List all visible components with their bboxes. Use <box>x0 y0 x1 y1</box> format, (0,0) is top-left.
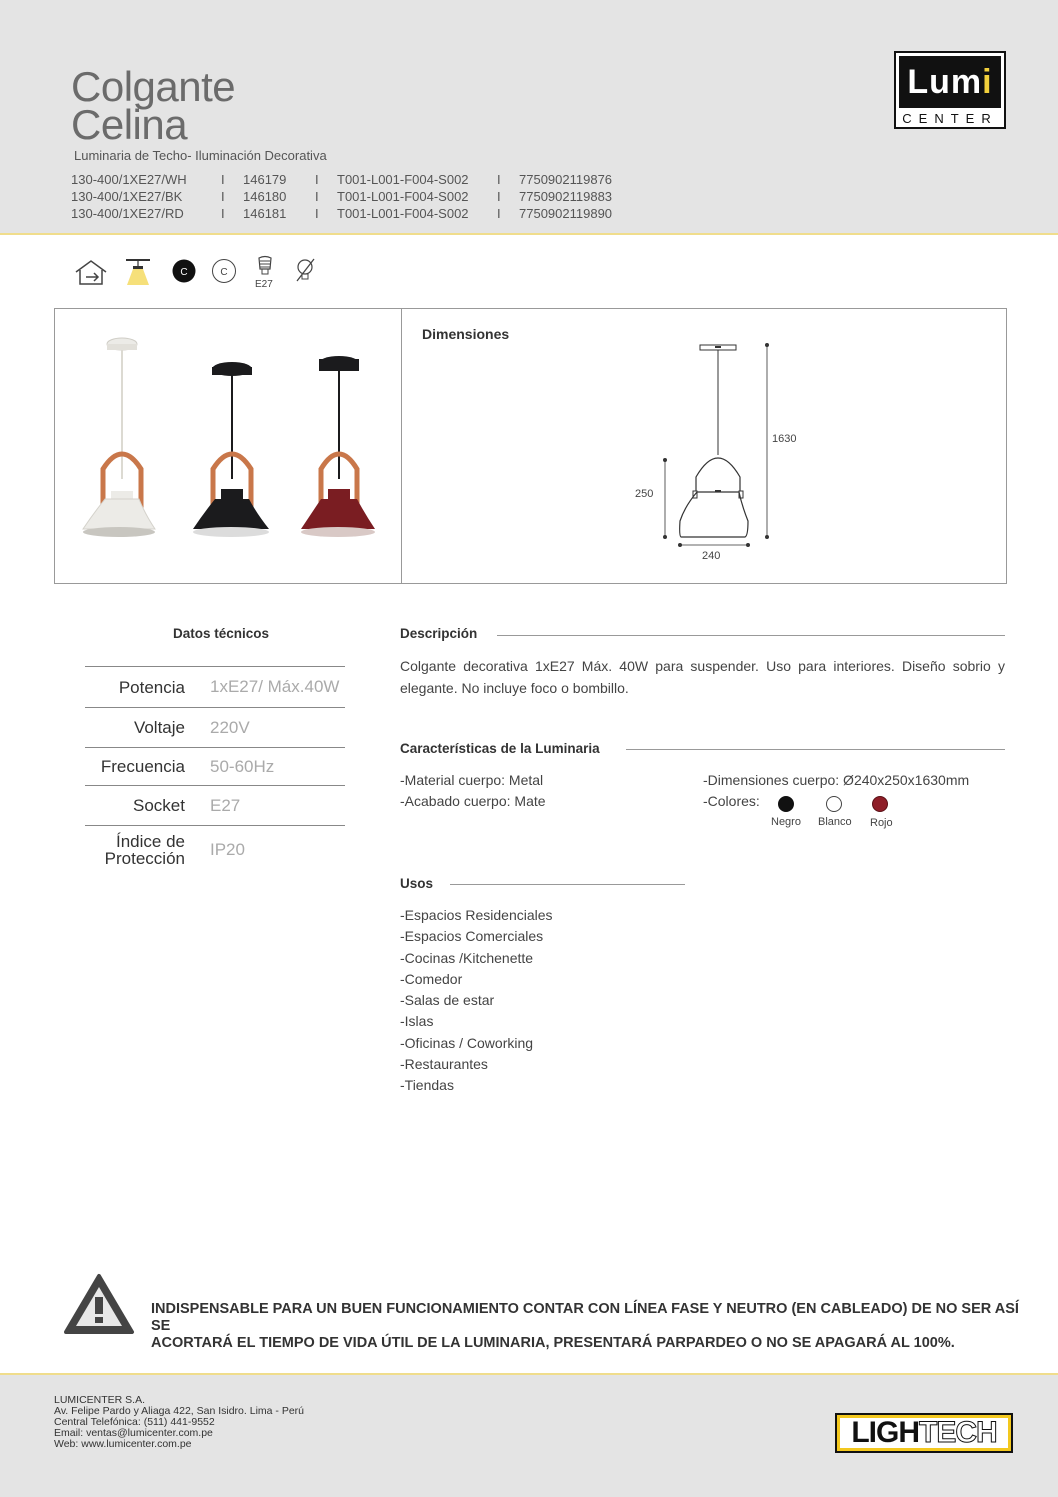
box-divider <box>401 309 402 583</box>
ref-code: T001-L001-F004-S002 <box>337 172 469 187</box>
code-row <box>71 205 639 222</box>
ean-code: 7750902119883 <box>519 189 613 204</box>
ean-code: 7750902119890 <box>519 206 613 221</box>
sku-code: 146179 <box>243 172 287 187</box>
color-name: Blanco <box>818 816 852 828</box>
product-subtitle: Luminaria de Techo- Iluminación Decorativa <box>74 148 327 163</box>
section-divider <box>450 884 685 885</box>
not-dimmable-icon <box>294 257 316 285</box>
ref-code: T001-L001-F004-S002 <box>337 206 469 221</box>
list-item: -Espacios Comerciales <box>400 928 544 945</box>
color-name: Rojo <box>870 817 893 829</box>
product-photos <box>75 329 385 549</box>
uses-title: Usos <box>400 876 434 891</box>
list-item: -Restaurantes <box>400 1056 488 1073</box>
features-title: Características de la Luminaria <box>400 741 600 756</box>
lamp-white-image <box>83 338 155 537</box>
footer-phone: Central Telefónica: (511) 441-9552 <box>54 1416 215 1428</box>
tech-row <box>85 748 345 786</box>
tech-row <box>85 708 345 748</box>
class-c-filled-icon <box>171 258 197 284</box>
tech-value: 50-60Hz <box>210 756 275 776</box>
lamp-red-image <box>301 356 375 537</box>
class-letter: C <box>180 267 188 278</box>
dimension-drawing <box>645 329 785 569</box>
color-swatch-red <box>872 796 888 812</box>
description-title: Descripción <box>400 626 478 641</box>
indoor-house-icon <box>74 259 110 285</box>
model-code: 130-400/1XE27/BK <box>71 189 183 204</box>
color-swatch-black <box>778 796 794 812</box>
separator: I <box>497 206 501 221</box>
lightech-logo <box>835 1413 1013 1453</box>
logo-mark: Lumi <box>899 56 1001 108</box>
product-images-box <box>54 308 1007 584</box>
separator: I <box>497 172 501 187</box>
separator: I <box>315 189 319 204</box>
tech-row <box>85 786 345 826</box>
tech-data-table <box>85 666 345 874</box>
tech-label: Potencia <box>118 677 185 697</box>
width-label: 240 <box>702 550 721 562</box>
list-item: -Cocinas /Kitchenette <box>400 949 534 966</box>
tech-value: IP20 <box>210 840 245 859</box>
description-text: Colgante decorativa 1xE27 Máx. 40W para suspender. Uso para interiores. Diseño sobrio y elegante. No incluye foco o bombillo. <box>400 658 1005 696</box>
dimensions-title: Dimensiones <box>422 326 510 342</box>
uses-list <box>400 905 553 1097</box>
tech-label: Voltaje <box>133 718 185 737</box>
tech-label: Frecuencia <box>100 757 185 776</box>
warning-line-2: ACORTARÁ EL TIEMPO DE VIDA ÚTIL DE LA LUMINARIA, PRESENTARÁ PARPARDEO O NO SE APAGARÁ AL 100%. <box>151 1335 955 1351</box>
class-c-outline-icon <box>211 258 237 284</box>
list-item: -Oficinas / Coworking <box>400 1034 534 1051</box>
height-total-label: 1630 <box>772 433 797 445</box>
product-title <box>71 63 236 148</box>
footer-contact <box>54 1395 304 1450</box>
class-letter: C <box>220 267 228 278</box>
title-line-1: Colgante <box>71 63 236 110</box>
lumicenter-logo <box>894 51 1006 129</box>
footer <box>0 1373 1058 1497</box>
e27-label: E27 <box>255 279 273 290</box>
feature-material: -Material cuerpo: Metal <box>400 772 544 788</box>
footer-address: Av. Felipe Pardo y Aliaga 422, San Isidro. Lima - Perú <box>54 1405 304 1417</box>
sku-code: 146180 <box>243 189 287 204</box>
footer-web: Web: www.lumicenter.com.pe <box>54 1438 192 1450</box>
separator: I <box>221 189 225 204</box>
warning-icon <box>63 1273 135 1335</box>
code-row <box>71 188 639 205</box>
feature-colors-label: -Colores: <box>703 793 760 809</box>
list-item: -Salas de estar <box>400 992 495 1009</box>
list-item: -Tiendas <box>400 1077 454 1094</box>
height-body-label: 250 <box>635 488 654 500</box>
tech-value: E27 <box>210 795 241 815</box>
warning-line-1: INDISPENSABLE PARA UN BUEN FUNCIONAMIENTO CONTAR CON LÍNEA FASE Y NEUTRO (EN CABLEADO) DE NO SER ASÍ SE <box>151 1301 1019 1334</box>
ref-code: T001-L001-F004-S002 <box>337 189 469 204</box>
tech-value: 1xE27/ Máx.40W <box>210 677 340 696</box>
logo-wordmark: CENTER <box>902 111 998 126</box>
footer-email: Email: ventas@lumicenter.com.pe <box>54 1427 213 1439</box>
model-code: 130-400/1XE27/RD <box>71 206 184 221</box>
tech-label: Socket <box>133 796 185 815</box>
list-item: -Islas <box>400 1013 434 1030</box>
header <box>0 0 1058 235</box>
list-item: -Espacios Residenciales <box>400 907 553 923</box>
list-item: -Comedor <box>400 970 463 987</box>
bulb-e27-icon <box>255 255 275 279</box>
section-divider <box>497 635 1005 636</box>
product-codes <box>71 171 639 222</box>
warning-text <box>151 1301 1031 1352</box>
separator: I <box>315 206 319 221</box>
tech-row <box>85 667 345 708</box>
tech-label: Índice de Protección <box>104 832 185 868</box>
section-divider <box>626 749 1005 750</box>
color-name: Negro <box>771 816 801 828</box>
separator: I <box>315 172 319 187</box>
sku-code: 146181 <box>243 206 287 221</box>
title-line-2: Celina <box>71 101 188 148</box>
feature-dimensions: -Dimensiones cuerpo: Ø240x250x1630mm <box>703 772 970 788</box>
feature-icons <box>74 255 334 295</box>
separator: I <box>221 206 225 221</box>
lamp-black-image <box>193 362 269 537</box>
tech-data-title: Datos técnicos <box>173 626 270 641</box>
color-swatch-white <box>826 796 842 812</box>
lightech-wordmark: LIGHTECH <box>840 1418 1008 1448</box>
feature-finish: -Acabado cuerpo: Mate <box>400 793 546 809</box>
footer-company: LUMICENTER S.A. <box>54 1394 146 1406</box>
tech-value: 220V <box>210 717 250 737</box>
separator: I <box>497 189 501 204</box>
model-code: 130-400/1XE27/WH <box>71 172 187 187</box>
code-row <box>71 171 639 188</box>
separator: I <box>221 172 225 187</box>
tech-row <box>85 826 345 874</box>
ceiling-lamp-icon <box>124 258 152 286</box>
ean-code: 7750902119876 <box>519 172 613 187</box>
